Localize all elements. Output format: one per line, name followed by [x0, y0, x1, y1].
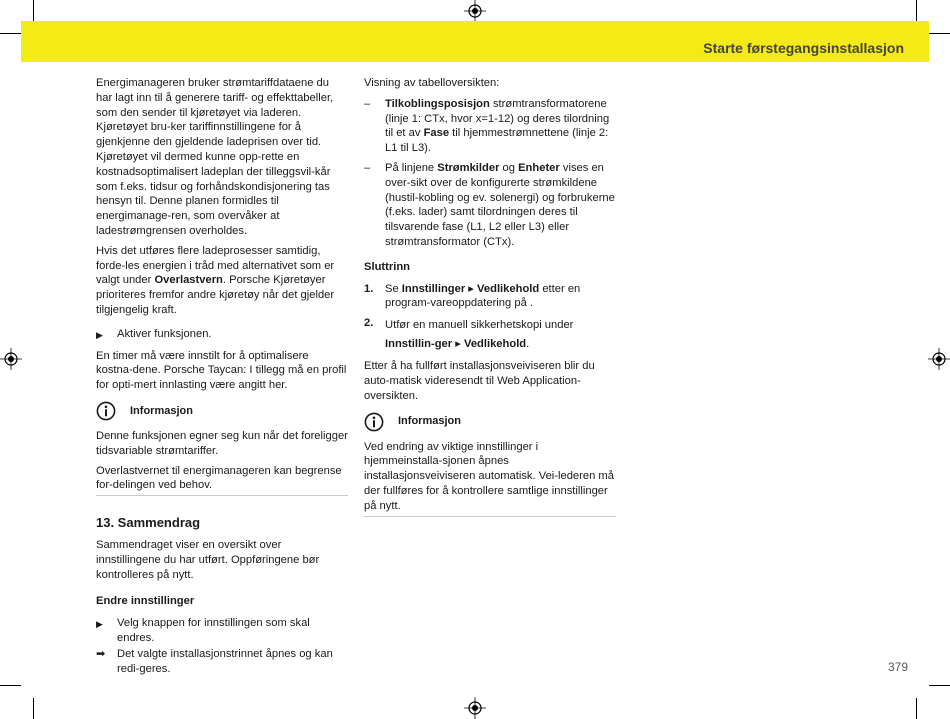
text: Hvis det utføres flere ladeprosesser samtidig, forde-les energien i tråd med alternativet som er valgt under: [96, 244, 335, 287]
crop-mark: [33, 0, 34, 21]
text: . Porsche Kjøretøyer prioriteres fremfor andre kjøretøy når det gjelder tilgjengelig kraft.: [96, 274, 335, 316]
menu-arrow-icon: ▸: [465, 282, 478, 295]
paragraph: En timer må være innstilt for å optimalisere kostna-dene. Porsche Taycan: I tillegg må en profil for opti-mert innlasting være angitt her.: [96, 349, 347, 392]
list-item: [364, 97, 616, 156]
result-arrow-icon: ➡: [96, 647, 106, 660]
text: .: [526, 338, 530, 351]
info-box-header: [96, 401, 348, 421]
text: vises en over-sikt over de konfigurerte strømkildene (hustil-kobling og ev. solenergi) og forbrukerne (f.eks. lader) samt tilordningen deres til tilsvarende fase (L1, L2 eller L3) eller strømtransformator (CTx).: [385, 161, 615, 248]
info-title: Informasjon: [130, 404, 193, 417]
registration-mark-icon: [464, 697, 486, 719]
text: Utfør en manuell sikkerhetskopi under: [385, 319, 574, 332]
crop-mark: [916, 0, 917, 21]
list-item-text: [385, 97, 616, 156]
subsection-title: Sluttrinn: [364, 260, 410, 273]
ui-term: Enheter: [518, 161, 560, 174]
info-icon: [96, 401, 116, 421]
text: til hjemmestrømnettene (linje 2: L1 til L3).: [385, 127, 609, 155]
numbered-step: [364, 316, 616, 354]
list-item-text: [385, 161, 616, 250]
registration-mark-icon: [0, 348, 22, 370]
crop-mark: [33, 698, 34, 719]
info-text: Overlastvernet til energimanageren kan begrense for-delingen ved behov.: [96, 464, 348, 497]
subsection-title: Endre innstillinger: [96, 595, 195, 608]
info-box-header: [364, 412, 616, 432]
info-text: Ved endring av viktige innstillinger i hjemmeinstalla-sjonen åpnes installasjonsveiviseren automatisk. Vei-lederen må der fullføres for å kontrollere samtlige innstillinger på nytt.: [364, 440, 616, 517]
page-title: Starte førstegangsinstallasjon: [703, 40, 904, 56]
registration-mark-icon: [928, 348, 950, 370]
ui-term: Fase: [423, 127, 450, 140]
ui-term: Strømkilder: [437, 161, 500, 174]
page-number: 379: [887, 660, 908, 674]
ui-term: Tilkoblingsposisjon: [385, 97, 490, 110]
text: og: [499, 161, 519, 174]
list-item: [364, 161, 616, 250]
info-text: Denne funksjonen egner seg kun når det foreligger tidsvariable strømtariffer.: [96, 429, 348, 457]
text: Se: [385, 282, 402, 295]
list-item-text: Aktiver funksjonen.: [117, 327, 212, 340]
step-number: 1.: [364, 282, 374, 295]
ui-term: Overlastvern: [154, 274, 223, 287]
text: På linjene: [385, 161, 438, 174]
numbered-step: [364, 282, 616, 312]
header-band: [21, 21, 929, 62]
bullet-icon: ▶: [96, 329, 103, 340]
dash-marker: –: [364, 97, 371, 110]
crop-mark: [929, 685, 950, 686]
bullet-icon: ▶: [96, 619, 103, 630]
step-number: 2.: [364, 317, 374, 330]
crop-mark: [0, 33, 21, 34]
ui-term: Vedlikehold: [477, 282, 540, 295]
paragraph: Energimanageren bruker strømtariffdataene du har lagt inn til å generere tariff- og effekttabeller, som den sender til kjøretøyet via laderen. Kjøretøyet bru-ker tariffinnstillingene for å gjenkjenne den gjeldende ladeprisen over tid. Kjøretøyet vil dermed kunne opp-rette en kostnadsoptimalisert ladeplan der tilleggsvil-kår som f.eks. tidsur og forhåndskondisjonering tas hensyn til. Denne planen formidles til energimanage-ren, som overvåker at ladestrømgrensen overholdes.: [96, 77, 334, 237]
paragraph: Visning av tabelloversikten:: [364, 77, 500, 89]
list-item: [96, 327, 348, 343]
text: etter en program-vareoppdatering på .: [385, 282, 581, 310]
paragraph: Etter å ha fullført installasjonsveiviseren blir du auto-matisk videresendt til Web Application-oversikten.: [364, 360, 595, 402]
list-item-text: Velg knappen for innstillingen som skal endres.: [117, 617, 310, 644]
registration-mark-icon: [464, 0, 486, 22]
list-item: [96, 616, 348, 646]
ui-term: Innstillinger: [401, 282, 466, 295]
info-title: Informasjon: [398, 415, 461, 428]
left-column: [96, 76, 348, 681]
paragraph: [96, 244, 348, 318]
crop-mark: [916, 698, 917, 719]
right-column: [364, 76, 616, 517]
step-text: [385, 282, 616, 312]
step-text: [385, 316, 616, 354]
section-title: 13. Sammendrag: [96, 515, 201, 531]
ui-term: Innstillin-ger: [385, 338, 453, 351]
info-icon: [364, 412, 384, 432]
crop-mark: [0, 685, 21, 686]
text: strømtransformatorene (linje 1: CTx, hvor x=1-12) og deres tilordning til et av: [385, 97, 610, 140]
crop-mark: [929, 33, 950, 34]
paragraph: Sammendraget viser en oversikt over innstillingene du har utført. Oppføringene bør kontrolleres på nytt.: [96, 538, 320, 581]
ui-term: Vedlikehold: [463, 338, 527, 351]
list-item: [96, 647, 348, 677]
list-item-text: Det valgte installasjonstrinnet åpnes og kan redi-geres.: [117, 647, 333, 675]
menu-arrow-icon: ▸: [452, 338, 464, 351]
dash-marker: –: [364, 161, 371, 174]
